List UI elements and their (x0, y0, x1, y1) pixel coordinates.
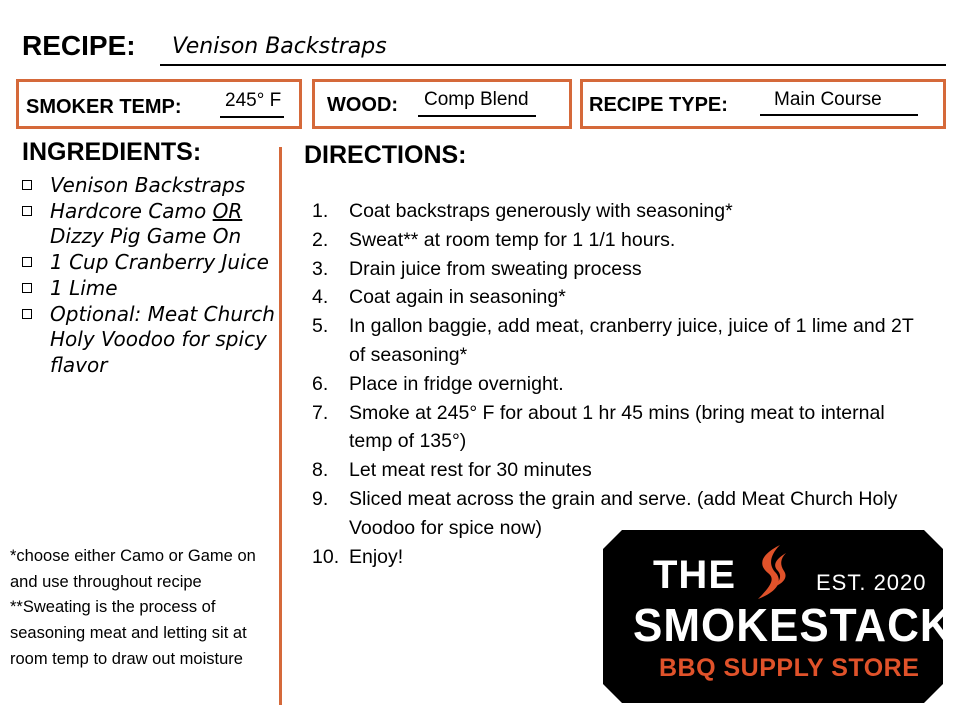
recipe-name: Venison Backstraps (172, 34, 387, 59)
logo-the: THE (653, 553, 736, 597)
step-number: 8. (312, 459, 329, 482)
logo-name: SMOKESTACK (633, 600, 953, 652)
ingredients-title: INGREDIENTS: (22, 138, 202, 166)
footnote: **Sweating is the process of seasoning meat and letting sit at room temp to draw out moisture (10, 598, 247, 668)
ingredient-item (20, 199, 275, 250)
column-divider (279, 147, 282, 705)
step-text: Let meat rest for 30 minutes (349, 459, 592, 482)
ingredient-item (20, 250, 275, 276)
step-number: 9. (312, 487, 329, 510)
direction-step (312, 255, 927, 284)
directions-list (312, 197, 927, 571)
ingredient-item (20, 276, 275, 302)
ingredient-text: Optional: Meat Church Holy Voodoo for spicy flavor (50, 301, 275, 377)
step-text: Place in fridge overnight. (349, 372, 564, 395)
step-number: 5. (312, 315, 329, 338)
smoker-temp-underline (220, 116, 284, 118)
directions-title: DIRECTIONS: (304, 141, 467, 169)
step-text: Drain juice from sweating process (349, 257, 642, 280)
footnotes (10, 544, 275, 673)
smoker-temp-label: SMOKER TEMP: (26, 96, 182, 118)
checkbox-icon (22, 309, 32, 319)
recipe-type-label: RECIPE TYPE: (589, 94, 728, 116)
ingredient-text: 1 Lime (50, 275, 118, 300)
ingredient-item (20, 302, 275, 379)
wood-value: Comp Blend (424, 89, 529, 110)
step-number: 10. (312, 545, 340, 568)
footnote: *choose either Camo or Game on and use throughout recipe (10, 547, 256, 591)
step-text: Sweat** at room temp for 1 1/1 hours. (349, 228, 676, 251)
direction-step (312, 197, 927, 226)
step-number: 3. (312, 257, 329, 280)
step-number: 7. (312, 401, 329, 424)
checkbox-icon (22, 180, 32, 190)
step-text: Coat again in seasoning* (349, 286, 566, 309)
step-text: In gallon baggie, add meat, cranberry juice, juice of 1 lime and 2T of seasoning* (349, 315, 914, 366)
direction-step (312, 456, 927, 485)
step-text: Sliced meat across the grain and serve. (add Meat Church Holy Voodoo for spice now) (349, 487, 898, 539)
flame-s-icon (750, 543, 794, 603)
wood-label: WOOD: (327, 94, 399, 116)
recipe-type-underline (760, 114, 918, 116)
ingredient-text: Hardcore Camo (50, 198, 213, 223)
logo-est: EST. 2020 (816, 570, 927, 595)
checkbox-icon (22, 206, 32, 216)
step-text: Smoke at 245° F for about 1 hr 45 mins (bring meat to internal temp of 135°) (349, 401, 885, 453)
ingredient-text: Venison Backstraps (50, 173, 246, 197)
recipe-type-value: Main Course (774, 89, 882, 110)
direction-step (312, 399, 927, 457)
wood-box (312, 79, 572, 129)
direction-step (312, 226, 927, 255)
checkbox-icon (22, 257, 32, 267)
wood-underline (418, 115, 536, 117)
direction-step (312, 370, 927, 399)
logo-tagline: BBQ SUPPLY STORE (659, 654, 920, 682)
smoker-temp-value: 245° F (225, 90, 282, 111)
recipe-underline (160, 64, 946, 66)
step-number: 1. (312, 200, 329, 222)
smokestack-logo (603, 530, 953, 703)
step-text: Coat backstraps generously with seasoning* (349, 200, 733, 222)
direction-step (312, 283, 927, 312)
ingredient-emphasis: OR (212, 198, 243, 223)
recipe-type-box (580, 79, 946, 129)
step-number: 4. (312, 286, 329, 309)
step-number: 2. (312, 228, 329, 251)
ingredient-text: 1 Cup Cranberry Juice (50, 250, 269, 275)
smoker-temp-box (16, 79, 302, 129)
recipe-label: RECIPE: (22, 30, 136, 61)
direction-step (312, 312, 927, 370)
ingredient-item (20, 173, 275, 199)
step-text: Enjoy! (349, 545, 404, 568)
ingredients-list (20, 173, 275, 379)
checkbox-icon (22, 283, 32, 293)
ingredient-text-cont: Dizzy Pig Game On (50, 224, 242, 249)
step-number: 6. (312, 372, 329, 395)
